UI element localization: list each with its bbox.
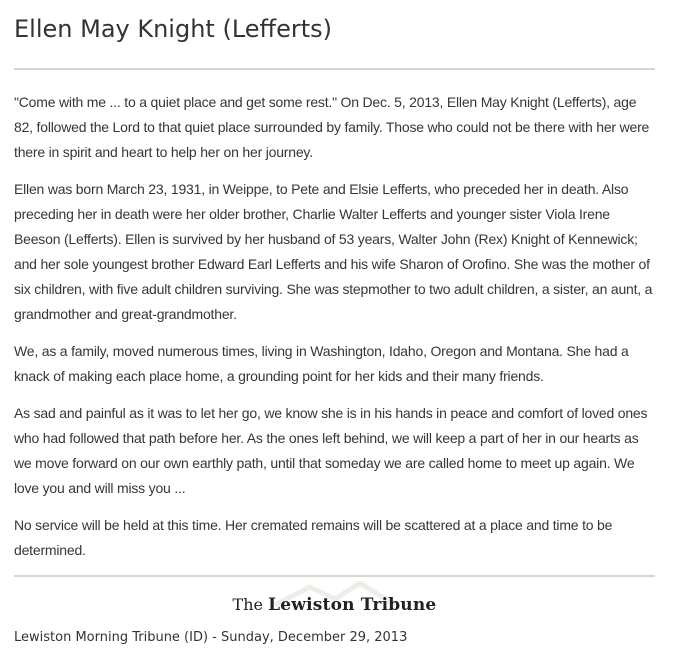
obituary-paragraph-1: "Come with me ... to a quiet place and get some rest." On Dec. 5, 2013, Ellen May Knight (Lefferts), age 82, followed the Lord to that quiet place surrounded by family. Those who could not be there with her were there in spirit and heart to help her on her journey. — [14, 94, 650, 160]
obituary-paragraph-4: As sad and painful as it was to let her go, we know she is in his hands in peace and comfort of loved ones who had followed that path before her. As the ones left behind, we will keep a part of her in our hearts as we move forward on our own earthly path, until that someday we are called home to meet up again. We love you and will miss you ... — [14, 405, 648, 496]
source-attribution: Lewiston Morning Tribune (ID) - Sunday, December 29, 2013 — [14, 630, 408, 645]
obituary-paragraph-3: We, as a family, moved numerous times, living in Washington, Idaho, Oregon and Montana. She had a knack of making each place home, a grounding point for her kids and their many friends. — [14, 343, 629, 384]
lewiston-tribune-logo — [14, 593, 655, 617]
logo-the-text: The — [232, 595, 263, 614]
page-title: Ellen May Knight (Lefferts) — [14, 15, 332, 43]
bottom-divider — [14, 575, 655, 577]
obituary-body — [14, 90, 655, 563]
obituary-paragraph-2: Ellen was born March 23, 1931, in Weippe, to Pete and Elsie Lefferts, who preceded her in death. Also preceding her in death were her older brother, Charlie Walter Lefferts and younger sister Viola Irene Beeson (Lefferts). Ellen is survived by her husband of 53 years, Walter John (Rex) Knight of Kennewick; and her sole youngest brother Edward Earl Lefferts and his wife Sharon of Orofino. She was the mother of six children, with five adult children surviving. She was stepmother to two adult children, a sister, an aunt, a grandmother and great-grandmother. — [14, 181, 653, 322]
obituary-paragraph-5: No service will be held at this time. Her cremated remains will be scattered at a place and time to be determined. — [14, 517, 613, 558]
logo-name-text: Lewiston Tribune — [268, 595, 437, 615]
top-divider — [14, 68, 655, 70]
